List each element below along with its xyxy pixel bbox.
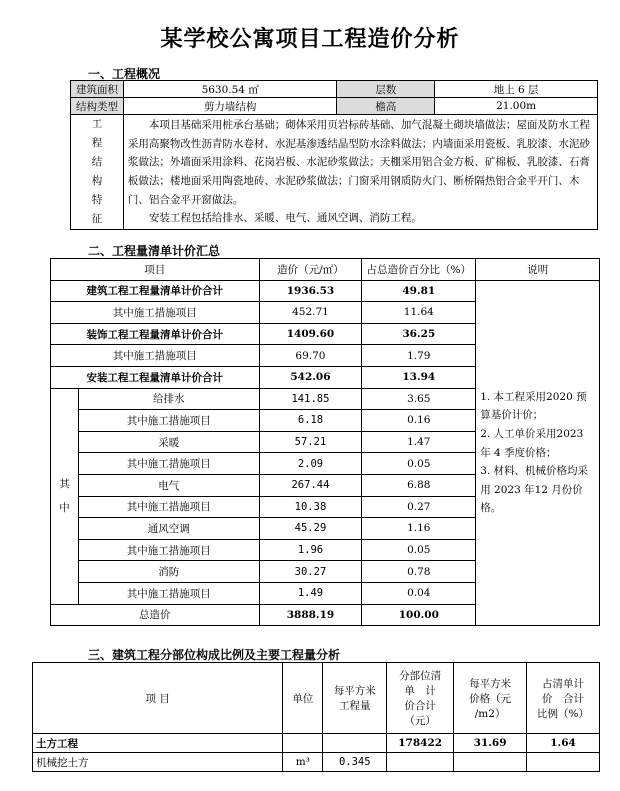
item-percent: 11.64 [362, 302, 476, 324]
item-name: 通风空调 [78, 518, 259, 540]
item-price: 141.85 [259, 388, 362, 410]
item-name: 其中施工措施项目 [78, 496, 259, 518]
item-unit: m³ [283, 753, 323, 772]
sub-group-label: 其 中 [51, 388, 79, 604]
label-cell: 建筑面积 [71, 81, 124, 98]
item-name: 其中施工措施项目 [51, 302, 260, 324]
label-cell: 结构类型 [71, 98, 124, 115]
item-percent: 3.65 [362, 388, 476, 410]
item-name: 其中施工措施项目 [78, 582, 259, 604]
page-title: 某学校公寓项目工程造价分析 [160, 26, 460, 52]
section-2-heading: 二、工程量清单计价汇总 [88, 244, 221, 258]
item-name: 其中施工措施项目 [78, 453, 259, 475]
item-percent: 0.04 [362, 582, 476, 604]
overview-row [71, 98, 598, 115]
item-name: 采暖 [78, 431, 259, 453]
breakdown-header-row [33, 663, 600, 734]
header-cell: 项目 [51, 259, 260, 281]
overview-row [71, 81, 598, 98]
item-percent [527, 753, 600, 772]
item-name: 其中施工措施项目 [78, 410, 259, 432]
item-percent: 0.27 [362, 496, 476, 518]
overview-table [70, 80, 598, 230]
item-name: 消防 [78, 561, 259, 583]
value-cell: 5630.54 ㎡ [123, 81, 337, 98]
item-percent: 1.47 [362, 431, 476, 453]
item-price: 267.44 [259, 474, 362, 496]
item-name: 装饰工程工程量清单计价合计 [51, 323, 260, 345]
header-cell: 每平方米 工程量 [323, 663, 387, 734]
item-price: 30.27 [259, 561, 362, 583]
label-cell: 层数 [337, 81, 435, 98]
item-percent: 1.79 [362, 345, 476, 367]
value-cell: 剪力墙结构 [123, 98, 337, 115]
item-name: 其中施工措施项目 [78, 539, 259, 561]
item-percent: 0.16 [362, 410, 476, 432]
item-percent: 49.81 [362, 280, 476, 302]
header-cell: 分部位清 单 计 价合计 （元） [387, 663, 454, 734]
item-percent: 0.05 [362, 539, 476, 561]
item-name: 安装工程工程量清单计价合计 [51, 366, 260, 388]
feature-text: 本项目基础采用桩承台基础；砌体采用页岩标砖基础、加气混凝土砌块墙做法；屋面及防水工程采用高聚物改性沥青防水卷材、水泥基渗透结晶型防水涂料做法；内墙面采用瓷板、乳胶漆、水泥砂浆做法；外墙面采用涂料、花岗岩板、水泥砂浆做法；天棚采用铝合金方板、矿棉板、乳胶漆、石膏板做法；楼地面采用陶瓷地砖、水泥砂浆做法；门窗采用钢质防火门、断桥隔热铝合金平开门、木门、铝合金平开窗做法。 安装工程包括给排水、采暖、电气、通风空调、消防工程。 [123, 115, 597, 230]
item-percent: 13.94 [362, 366, 476, 388]
item-price: 69.70 [259, 345, 362, 367]
total-label: 总造价 [51, 604, 260, 626]
item-total [387, 753, 454, 772]
item-percent: 0.05 [362, 453, 476, 475]
label-cell: 檐高 [337, 98, 435, 115]
value-cell: 21.00m [435, 98, 598, 115]
summary-table [50, 258, 600, 626]
item-percent: 1.16 [362, 518, 476, 540]
header-cell: 占清单计 价 合计 比例（%） [527, 663, 600, 734]
item-percent: 36.25 [362, 323, 476, 345]
item-price [454, 753, 527, 772]
item-price: 2.09 [259, 453, 362, 475]
feature-row [71, 115, 598, 230]
header-cell: 每平方米 价格（元 /m2） [454, 663, 527, 734]
total-percent: 100.00 [362, 604, 476, 626]
item-percent: 1.64 [527, 734, 600, 753]
item-name: 建筑工程工程量清单计价合计 [51, 280, 260, 302]
item-price: 6.18 [259, 410, 362, 432]
item-price: 452.71 [259, 302, 362, 324]
table-row [51, 280, 600, 302]
item-price: 1936.53 [259, 280, 362, 302]
item-qty [323, 734, 387, 753]
breakdown-table [32, 662, 600, 772]
item-name: 给排水 [78, 388, 259, 410]
section-3-heading: 三、建筑工程分部位构成比例及主要工程量分析 [88, 648, 341, 662]
item-percent: 6.88 [362, 474, 476, 496]
item-price: 1409.60 [259, 323, 362, 345]
item-unit [283, 734, 323, 753]
item-name: 其中施工措施项目 [51, 345, 260, 367]
feature-label: 工 程 结 构 特 征 [71, 115, 124, 230]
header-cell: 项 目 [33, 663, 283, 734]
item-price: 1.96 [259, 539, 362, 561]
item-price: 1.49 [259, 582, 362, 604]
header-cell: 单位 [283, 663, 323, 734]
section-1-heading: 一、工程概况 [88, 67, 161, 81]
summary-header-row [51, 259, 600, 281]
item-qty: 0.345 [323, 753, 387, 772]
item-price: 45.29 [259, 518, 362, 540]
item-price: 542.06 [259, 366, 362, 388]
notes-cell: 1. 本工程采用2020 预算基价计价； 2. 人工单价采用2023 年 4 季度价格； 3. 材料、机械价格均采用 2023 年12 月份价格。 [476, 280, 600, 626]
item-name: 土方工程 [33, 734, 283, 753]
item-total: 178422 [387, 734, 454, 753]
item-name: 机械挖土方 [33, 753, 283, 772]
header-cell: 占总造价百分比（%） [362, 259, 476, 281]
header-cell: 造价（元/㎡） [259, 259, 362, 281]
table-row [33, 753, 600, 772]
item-price: 10.38 [259, 496, 362, 518]
value-cell: 地上 6 层 [435, 81, 598, 98]
table-row [33, 734, 600, 753]
item-percent: 0.78 [362, 561, 476, 583]
item-price: 31.69 [454, 734, 527, 753]
item-name: 电气 [78, 474, 259, 496]
header-cell: 说明 [476, 259, 600, 281]
item-price: 57.21 [259, 431, 362, 453]
total-price: 3888.19 [259, 604, 362, 626]
